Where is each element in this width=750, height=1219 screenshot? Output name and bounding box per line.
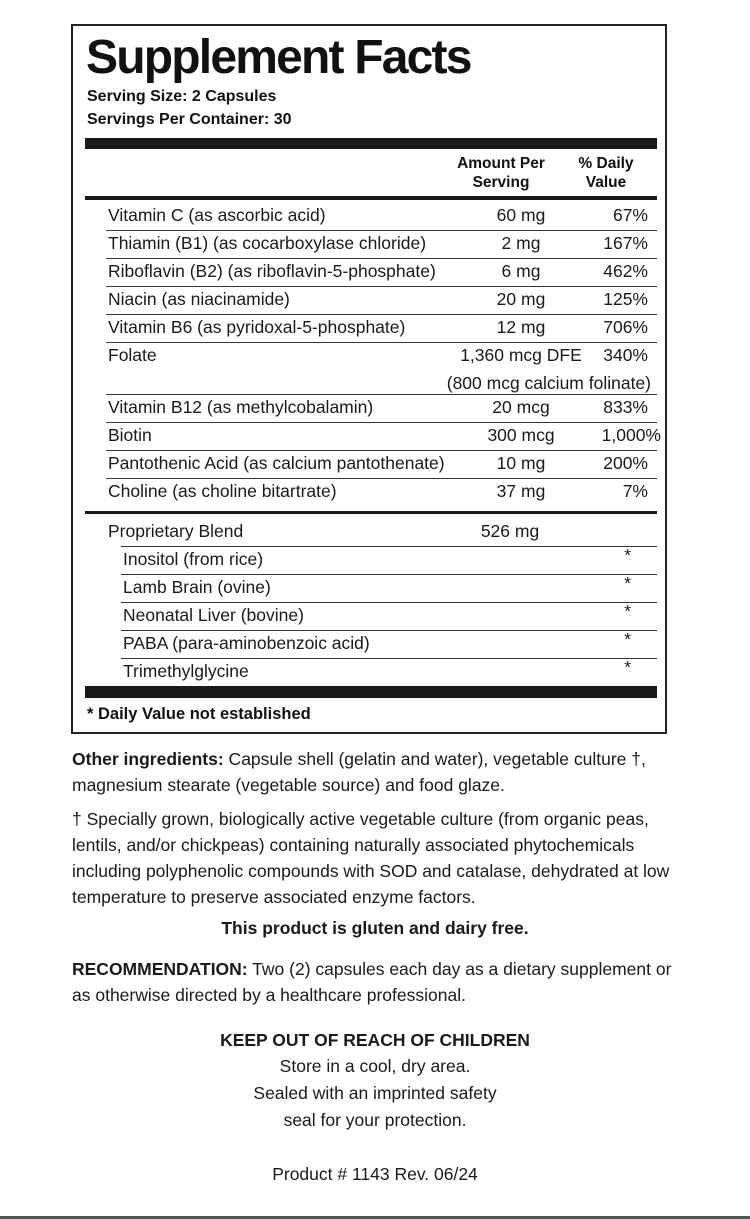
- blend-ingredient-dv: *: [624, 573, 631, 593]
- other-ingredients: [72, 746, 682, 798]
- nutrient-amount: 10 mg: [496, 453, 546, 473]
- serving-size: Serving Size: 2 Capsules: [87, 88, 277, 105]
- nutrient-name: Biotin: [108, 425, 152, 445]
- blend-row-divider: [121, 630, 657, 631]
- other-ingredients-text: Capsule shell (gelatin and water), vegetable culture †, magnesium stearate (vegetable source) and food glaze.: [72, 749, 646, 795]
- nutrient-name: Choline (as choline bitartrate): [108, 481, 337, 501]
- nutrient-daily-value: 833%: [603, 397, 648, 417]
- nutrient-amount: 2 mg: [501, 233, 541, 253]
- amount-header-line1: Amount Per: [457, 155, 545, 172]
- blend-ingredient-dv: *: [624, 657, 631, 677]
- nutrient-name: Niacin (as niacinamide): [108, 289, 290, 309]
- recommendation-label: RECOMMENDATION:: [72, 959, 248, 979]
- nutrient-amount: 1,360 mcg DFE: [460, 345, 582, 365]
- nutrient-daily-value: 462%: [603, 261, 648, 281]
- nutrient-amount: 300 mcg: [487, 425, 555, 445]
- other-ingredients-label: Other ingredients:: [72, 749, 224, 769]
- supplement-facts-panel: [71, 24, 667, 734]
- recommendation: [72, 956, 682, 1008]
- blend-ingredient: PABA (para-aminobenzoic acid): [123, 633, 370, 653]
- storage-line-1: Store in a cool, dry area.: [279, 1056, 471, 1076]
- amount-header-line2: Serving: [472, 174, 530, 191]
- nutrient-amount: 60 mg: [496, 205, 546, 225]
- blend-ingredient-dv: *: [624, 601, 631, 621]
- nutrient-subtext: (800 mcg calcium folinate): [446, 373, 651, 393]
- nutrient-daily-value: 1,000%: [601, 425, 661, 445]
- nutrient-daily-value: 7%: [622, 481, 648, 501]
- nutrient-daily-value: 67%: [612, 205, 648, 225]
- nutrient-name: Vitamin B6 (as pyridoxal-5-phosphate): [108, 317, 406, 337]
- nutrient-daily-value: 125%: [603, 289, 648, 309]
- nutrient-daily-value: 706%: [603, 317, 648, 337]
- servings-per-container: Servings Per Container: 30: [87, 111, 292, 128]
- storage-line-3: seal for your protection.: [283, 1110, 467, 1130]
- nutrient-name: Pantothenic Acid (as calcium pantothenate): [108, 453, 445, 473]
- nutrient-daily-value: 340%: [603, 345, 648, 365]
- blend-ingredient: Trimethylglycine: [123, 661, 249, 681]
- product-code: Product # 1143 Rev. 06/24: [272, 1164, 478, 1184]
- daily-value-footnote: * Daily Value not established: [87, 705, 311, 723]
- blend-row-divider: [121, 574, 657, 575]
- blend-ingredient: Lamb Brain (ovine): [123, 577, 271, 597]
- nutrient-daily-value: 167%: [603, 233, 648, 253]
- nutrient-amount: 12 mg: [496, 317, 546, 337]
- blend-ingredient: Inositol (from rice): [123, 549, 264, 569]
- blend-amount: 526 mg: [480, 521, 540, 541]
- nutrient-amount: 20 mg: [496, 289, 546, 309]
- dv-header-line2: Value: [585, 174, 627, 191]
- nutrient-name: Vitamin C (as ascorbic acid): [108, 205, 326, 225]
- nutrient-name: Folate: [108, 345, 157, 365]
- recommendation-text: Two (2) capsules each day as a dietary supplement or as otherwise directed by a healthcare professional.: [72, 959, 672, 1005]
- nutrient-daily-value: 200%: [603, 453, 648, 473]
- gluten-dairy-free-note: This product is gluten and dairy free.: [221, 918, 529, 938]
- facts-title: Supplement Facts: [86, 31, 471, 84]
- blend-ingredient-dv: *: [624, 629, 631, 649]
- nutrient-name: Riboflavin (B2) (as riboflavin-5-phosphate): [108, 261, 436, 281]
- blend-row-divider: [121, 546, 657, 547]
- blend-row-divider: [121, 602, 657, 603]
- blend-ingredient: Neonatal Liver (bovine): [123, 605, 304, 625]
- dagger-note: † Specially grown, biologically active vegetable culture (from organic peas, lentils, and/or chickpeas) containing naturally associated phytochemicals including polyphenolic compounds with SOD and catalase, dehydrated at low temperature to preserve associated enzyme factors.: [72, 809, 670, 907]
- nutrient-name: Vitamin B12 (as methylcobalamin): [108, 397, 374, 417]
- proprietary-blend-table: [73, 26, 665, 732]
- nutrient-amount: 37 mg: [496, 481, 546, 501]
- storage-line-2: Sealed with an imprinted safety: [253, 1083, 497, 1103]
- dv-header-line1: % Daily: [578, 155, 634, 172]
- nutrient-amount: 6 mg: [501, 261, 541, 281]
- blend-row-divider: [121, 658, 657, 659]
- child-warning: KEEP OUT OF REACH OF CHILDREN: [220, 1030, 530, 1050]
- blend-name: Proprietary Blend: [108, 521, 244, 541]
- thick-divider-bottom: [85, 686, 657, 698]
- nutrient-amount: 20 mcg: [492, 397, 550, 417]
- blend-ingredient-dv: *: [624, 545, 631, 565]
- nutrient-name: Thiamin (B1) (as cocarboxylase chloride): [108, 233, 427, 253]
